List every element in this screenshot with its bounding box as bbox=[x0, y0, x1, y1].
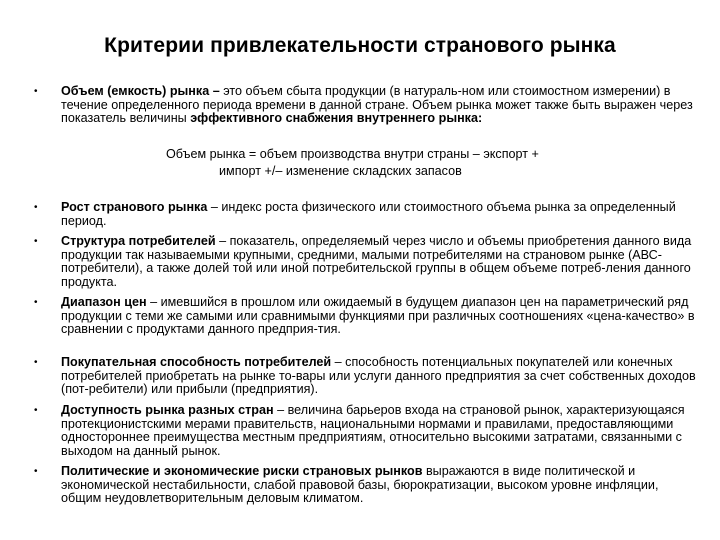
slide-title: Критерии привлекательности странового рынка bbox=[104, 34, 616, 57]
list-item-text: Политические и экономические риски страновых рынков выражаются в виде политической и экономической нестабильности, слабой правовой базы, бюрократизации, высоком уровне инфляции, общим неудовлетворительным деловым климатом. bbox=[61, 464, 659, 506]
list-item-text: Покупательная способность потребителей – способность потенциальных покупателей или конечных потребителей приобретать на рынке то-вары или услуги данного предприятия за счет собственных доходов (пот-ребители) или прибыли (предприятия). bbox=[61, 355, 696, 397]
list-item-text: Доступность рынка разных стран – величина барьеров входа на страновой рынок, характеризующаяся протекционистскими мерами правительств, национальными нормами и правилами, предоставляющими одностороннее преимущества местным предприятиям, относительно высокими затратами, связанными с выходом на данный рынок. bbox=[61, 403, 685, 458]
list-item-text: Диапазон цен – имевшийся в прошлом или ожидаемый в будущем диапазон цен на параметрический ряд продукции с теми же самыми или сравнимыми функциями при различных соотношениях «цена-качество» в сравнении с продуктами данного предприя-тия. bbox=[61, 295, 695, 337]
term-market-volume: Объем (емкость) рынка – bbox=[61, 84, 220, 98]
bullet-icon: • bbox=[34, 86, 38, 97]
bullet-icon: • bbox=[34, 405, 38, 416]
formula-line-1: Объем рынка = объем производства внутри страны – экспорт + bbox=[166, 147, 539, 161]
bullet-icon: • bbox=[34, 466, 38, 477]
bullet-icon: • bbox=[34, 297, 38, 308]
formula-line-2: импорт +/– изменение складских запасов bbox=[219, 164, 462, 178]
list-item-text: Структура потребителей – показатель, определяемый через число и объемы приобретения данного вида продукции так называемыми крупными, средними, малыми потребителями на страновом рынке (АВС-потребители), а также долей той или иной потребительской группы в общем объеме потреб-ления данного продукта. bbox=[61, 234, 692, 289]
bullet-icon: • bbox=[34, 202, 38, 213]
list-item-text: Рост странового рынка – индекс роста физического или стоимостного объема рынка за определенный период. bbox=[61, 200, 676, 228]
bullet-icon: • bbox=[34, 236, 38, 247]
list-item-text: Объем (емкость) рынка – это объем сбыта продукции (в натураль-ном или стоимостном измерении) в течение определенного периода времени в данной стране. Объем рынка может также быть выражен через показатель величины эффективного снабжения внутреннего рынка: bbox=[61, 84, 693, 126]
bullet-icon: • bbox=[34, 357, 38, 368]
